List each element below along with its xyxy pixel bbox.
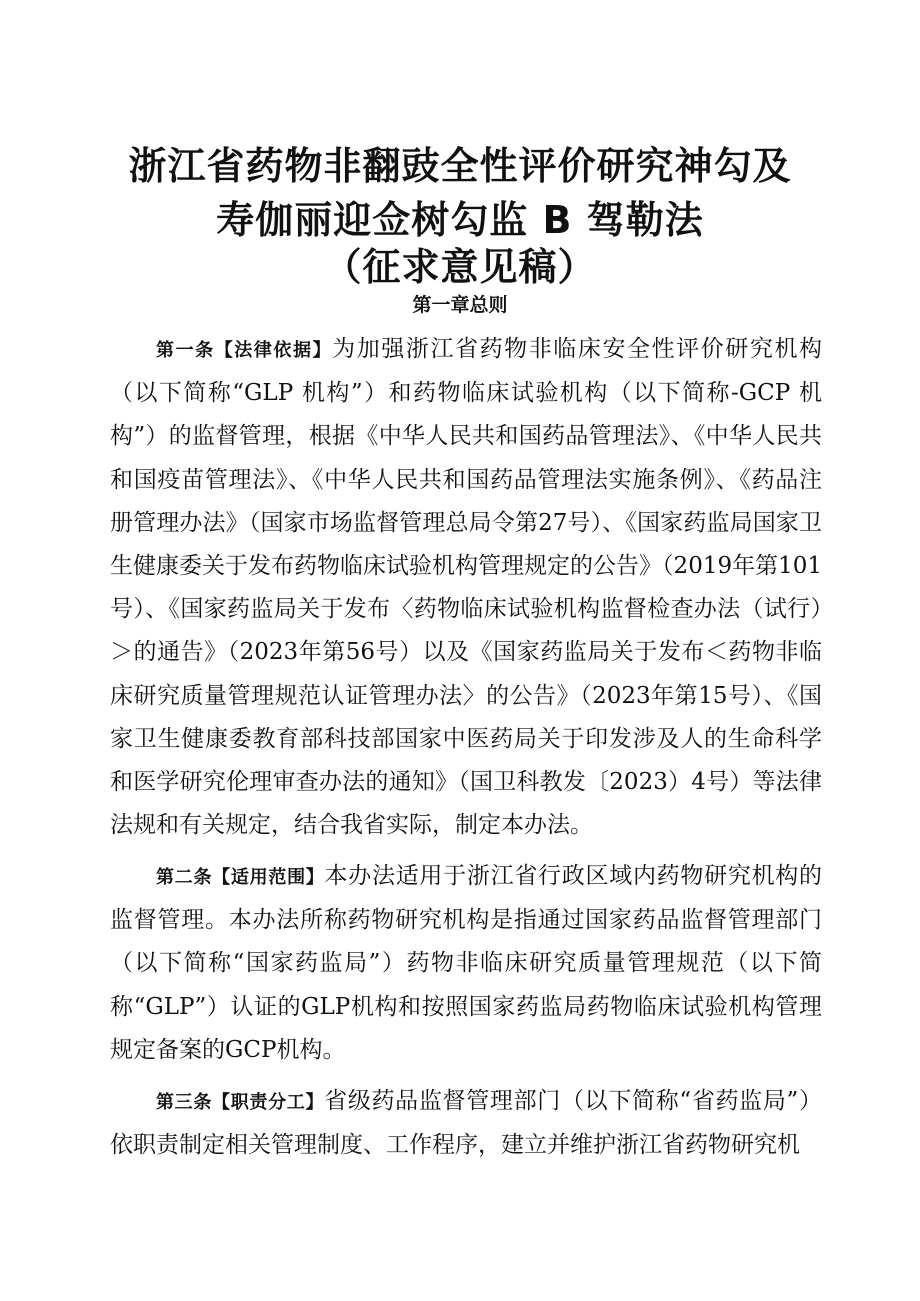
article-2-heading: 第二条【适用范围】 [156, 867, 325, 888]
article-3 [110, 1080, 822, 1167]
document-title-line-3: （征求意见稿） [323, 245, 597, 289]
chapter-heading: 第一章总则 [412, 294, 508, 316]
article-2 [110, 855, 822, 1072]
document-title-line-1: 浙江省药物非翻豉全性评价研究神勾及 [128, 144, 792, 188]
article-1 [110, 328, 822, 847]
article-2-body: 本办法适用于浙江省行政区域内药物研究机构的监督管理。本办法所称药物研究机构是指通过国家药品监督管理部门（以下简称“国家药监局”）药物非临床研究质量管理规范（以下简称“GLP”）认证的GLP机构和按照国家药监局药物临床试验机构管理规定备案的GCP机构。 [110, 863, 823, 1063]
document-title-line-2: 寿伽丽迎佥树勾监 B 驾勒法 [216, 198, 704, 242]
article-1-heading: 第一条【法律依据】 [156, 340, 333, 361]
article-3-heading: 第三条【职责分工】 [156, 1092, 325, 1113]
article-1-body: 为加强浙江省药物非临床安全性评价研究机构（以下简称“GLP 机构”）和药物临床试验机构（以下简称-GCP 机构”）的监督管理，根据《中华人民共和国药品管理法》、《中华人民共和国疫苗管理法》、《中华人民共和国药品管理法实施条例》、《药品注册管理办法》（国家市场监督管理总局令第27号）、《国家药监局国家卫生健康委关于发布药物临床试验机构管理规定的公告》（2019年第101号）、《国家药监局关于发布〈药物临床试验机构监督检查办法（试行）＞的通告》（2023年第56号）以及《国家药监局关于发布＜药物非临床研究质量管理规范认证管理办法〉的公告》（2023年第15号）、《国家卫生健康委教育部科技部国家中医药局关于印发涉及人的生命科学和医学研究伦理审查办法的通知》（国卫科教发〔2023）4号）等法律法规和有关规定，结合我省实际，制定本办法。 [110, 336, 823, 839]
article-3-body: 省级药品监督管理部门（以下简称“省药监局”）依职责制定相关管理制度、工作程序，建立并维护浙江省药物研究机 [110, 1088, 822, 1159]
